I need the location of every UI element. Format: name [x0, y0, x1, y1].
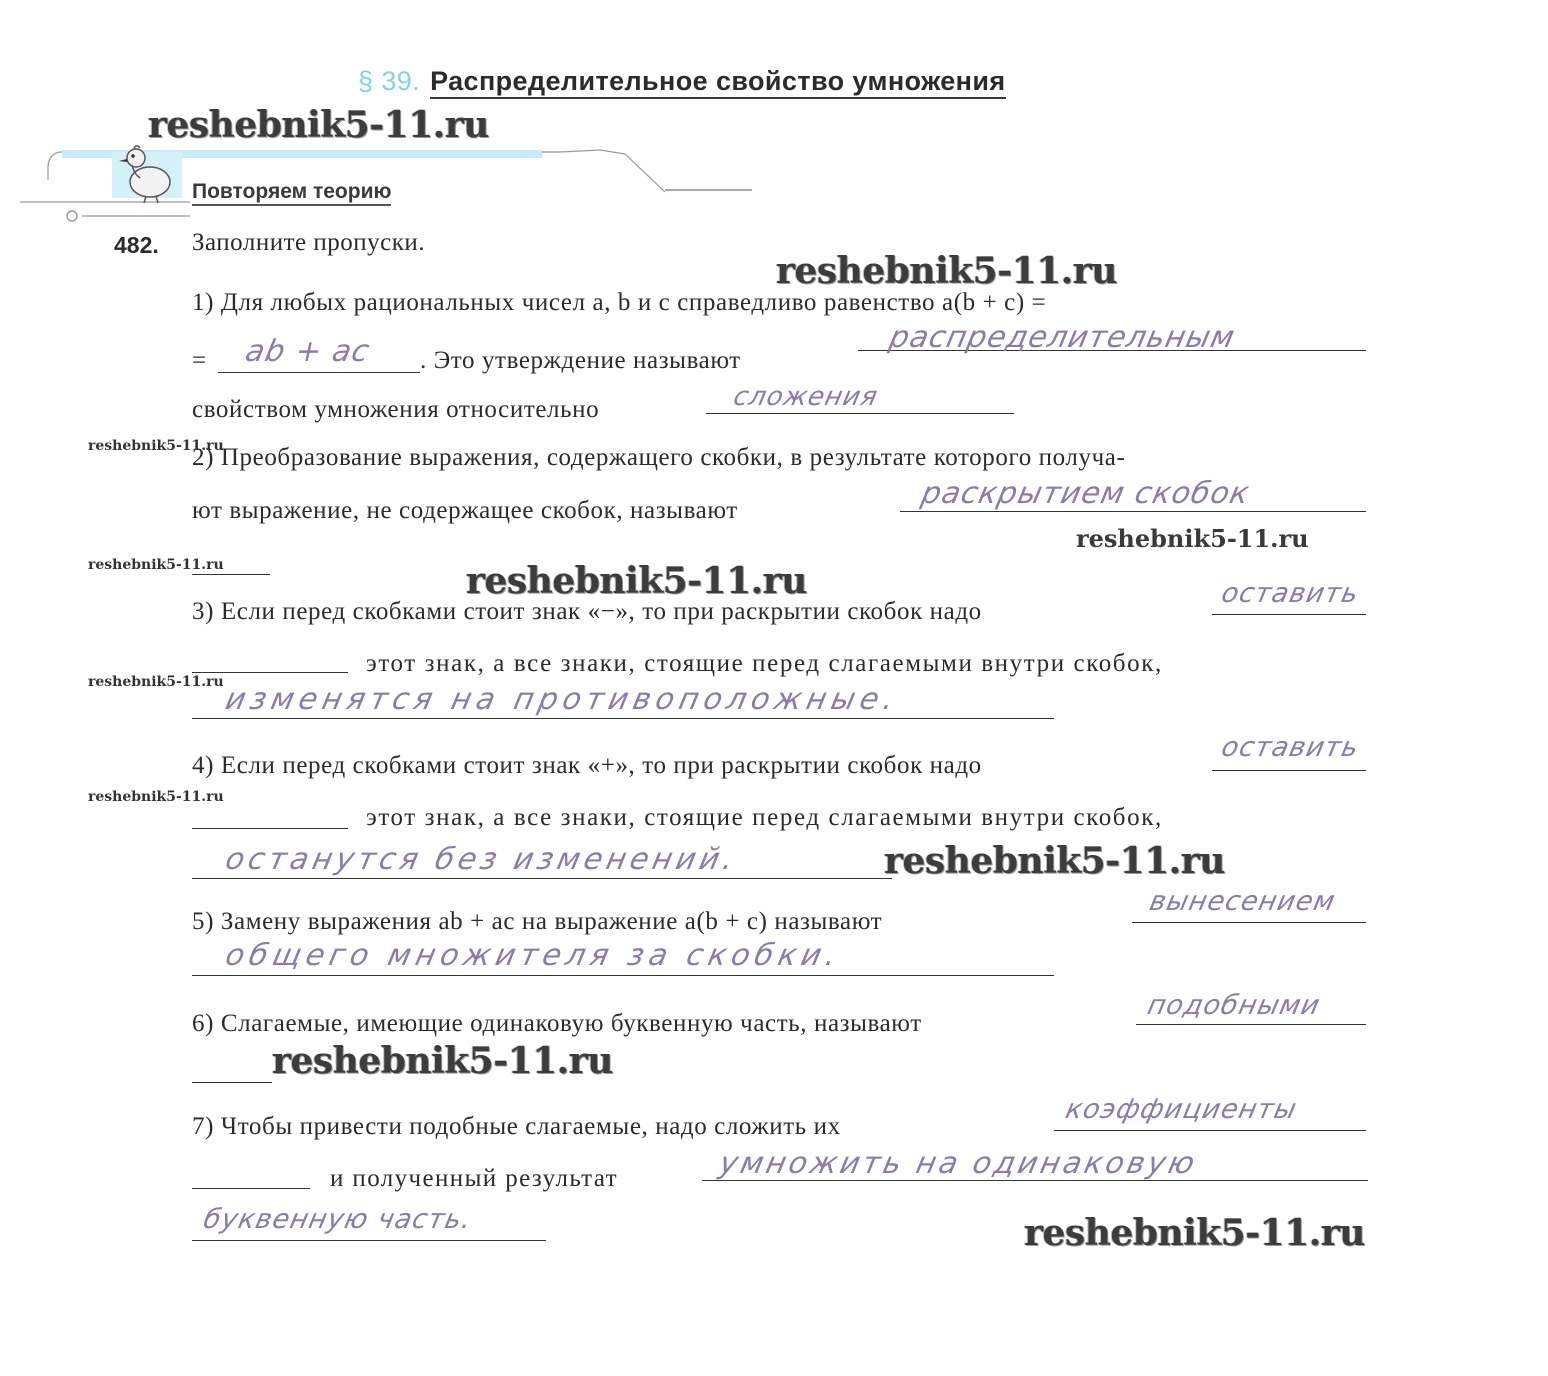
bird-icon — [112, 140, 182, 206]
section-number: § 39. — [358, 66, 421, 96]
item4-blank1 — [1212, 770, 1366, 771]
item1-blank3 — [706, 413, 1014, 414]
item1-line2: . Это утверждение называют — [420, 347, 741, 374]
item3-blank3 — [192, 718, 1054, 719]
item7-blank1 — [1054, 1130, 1366, 1131]
watermark: reshebnik5-11.ru — [88, 789, 224, 805]
theory-subheading: Повторяем теорию — [192, 180, 391, 206]
watermark: reshebnik5-11.ru — [272, 1040, 613, 1082]
item5-answer1: вынесением — [1146, 886, 1339, 917]
item4-answer1: оставить — [1218, 732, 1363, 763]
item2-line2: ют выражение, не содержащее скобок, называют — [192, 497, 738, 524]
item4-blank2 — [192, 828, 348, 829]
item7-answer2: умножить на одинаковую — [716, 1146, 1201, 1181]
item2-answer1: раскрытием скобок — [918, 476, 1254, 511]
item2-blank2 — [192, 574, 270, 575]
exercise-task: Заполните пропуски. — [192, 229, 425, 256]
item3-answer2: изменятся на противоположные. — [222, 682, 902, 717]
item6-blank2 — [192, 1082, 272, 1083]
item3-line1: 3) Если перед скобками стоит знак «−», то при раскрытии скобок надо — [192, 598, 982, 625]
watermark: reshebnik5-11.ru — [884, 840, 1225, 882]
watermark: reshebnik5-11.ru — [1076, 524, 1309, 553]
item3-blank2 — [192, 672, 348, 673]
item4-line1: 4) Если перед скобками стоит знак «+», то при раскрытии скобок надо — [192, 752, 982, 779]
item1-line1: 1) Для любых рациональных чисел a, b и c справедливо равенство a(b + c) = — [192, 289, 1047, 316]
item1-blank1 — [218, 372, 420, 373]
item6-answer1: подобными — [1144, 990, 1324, 1021]
item7-blank2 — [192, 1188, 310, 1189]
item4-line2: этот знак, а все знаки, стоящие перед слагаемыми внутри скобок, — [366, 804, 1163, 831]
item7-answer1: коэффициенты — [1062, 1094, 1300, 1125]
exercise-number: 482. — [114, 232, 159, 258]
item4-blank3 — [192, 878, 892, 879]
item4-answer2: останутся без изменений. — [222, 842, 741, 877]
item2-line1: 2) Преобразование выражения, содержащего скобки, в результате которого получа- — [192, 444, 1126, 471]
item1-answer1: ab + ac — [242, 334, 374, 369]
item3-blank1 — [1212, 614, 1366, 615]
item6-line1: 6) Слагаемые, имеющие одинаковую буквенную часть, называют — [192, 1010, 922, 1037]
section-title: Распределительное свойство умножения — [430, 66, 1005, 99]
item2-blank1 — [900, 511, 1366, 512]
item3-line2: этот знак, а все знаки, стоящие перед слагаемыми внутри скобок, — [366, 650, 1163, 677]
item5-answer2: общего множителя за скобки. — [222, 938, 845, 973]
item5-blank1 — [1132, 922, 1366, 923]
watermark: reshebnik5-11.ru — [88, 438, 224, 454]
item7-line2: и полученный результат — [330, 1165, 618, 1192]
watermark: reshebnik5-11.ru — [776, 250, 1117, 292]
watermark: reshebnik5-11.ru — [88, 557, 224, 573]
item5-line1: 5) Замену выражения ab + ac на выражение a(b + c) называют — [192, 908, 883, 935]
item1-answer3: сложения — [730, 382, 881, 412]
item1-eq: = — [192, 347, 207, 374]
section-heading — [358, 66, 1006, 97]
item7-blank4 — [192, 1240, 546, 1241]
watermark: reshebnik5-11.ru — [148, 104, 489, 146]
item5-blank2 — [192, 975, 1054, 976]
item6-blank1 — [1136, 1024, 1366, 1025]
item1-answer2: распределительным — [886, 320, 1239, 355]
watermark: reshebnik5-11.ru — [466, 560, 807, 602]
item1-line3: свойством умножения относительно — [192, 396, 600, 423]
watermark: reshebnik5-11.ru — [1024, 1212, 1365, 1254]
item7-answer3: буквенную часть. — [200, 1204, 475, 1235]
item7-line1: 7) Чтобы привести подобные слагаемые, надо сложить их — [192, 1113, 841, 1140]
watermark: reshebnik5-11.ru — [88, 674, 224, 690]
item3-answer1: оставить — [1218, 578, 1363, 609]
